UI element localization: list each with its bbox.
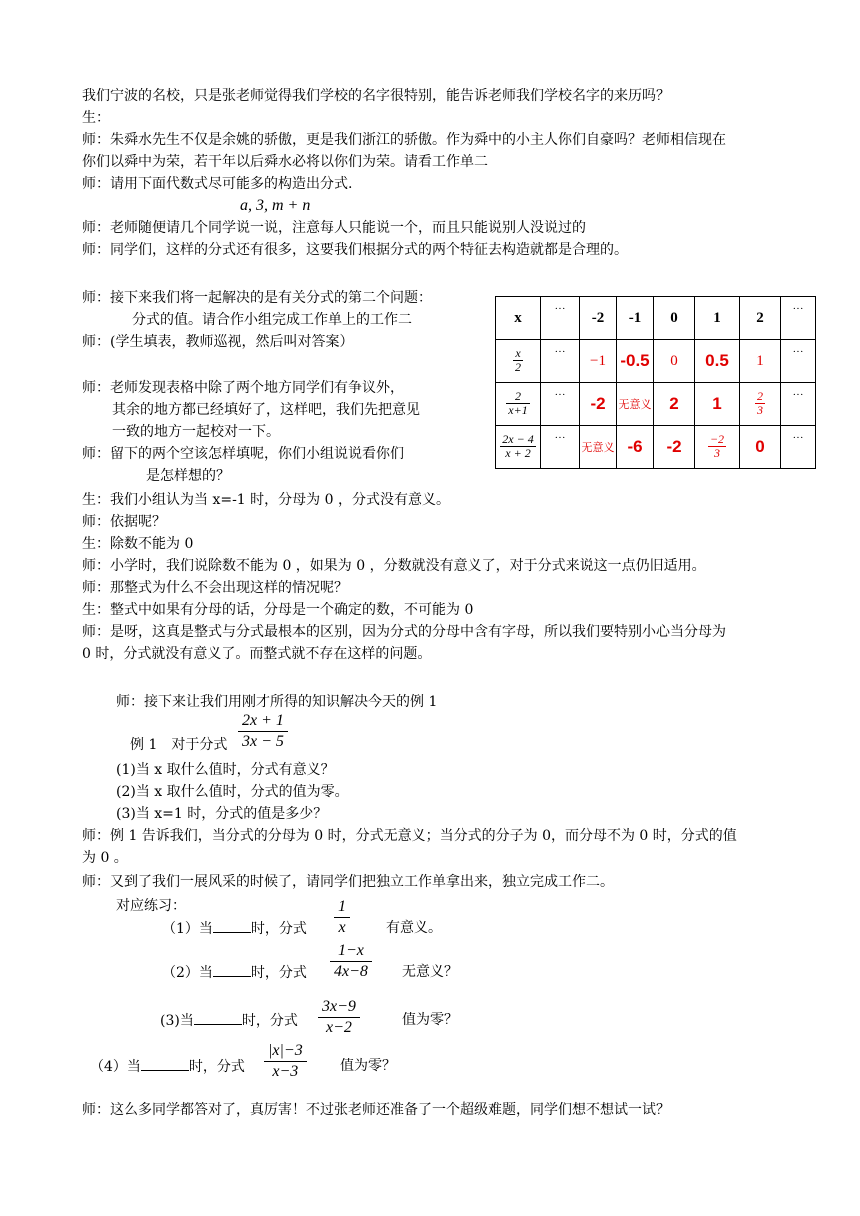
answer-blank[interactable]: [213, 918, 251, 933]
table-cell: 0: [654, 340, 695, 383]
exercise-prefix: （4）当: [90, 1059, 141, 1075]
fraction-denominator: 3x − 5: [242, 733, 284, 750]
fraction-numerator: 2x + 1: [238, 712, 288, 732]
para-10a: 师：留下的两个空该怎样填呢，你们小组说说看你们: [82, 446, 404, 462]
para-7b: 分式的值。请合作小组完成工作单上的工作二: [132, 312, 412, 328]
table-cell: -2: [580, 383, 617, 426]
table-cell: 2: [654, 383, 695, 426]
para-5: 师：老师随便请几个同学说一说，注意每人只能说一个，而且只能说别人没说过的: [82, 220, 586, 236]
table-cell: -0.5: [617, 340, 654, 383]
table-cell-fraction: [695, 426, 740, 469]
para-11: 生：我们小组认为当 x=-1 时，分母为 0 ，分式没有意义。: [82, 492, 450, 508]
fraction-numerator: 1: [334, 898, 350, 918]
row-label-denominator: 2: [515, 359, 521, 374]
table-cell: 1: [695, 383, 740, 426]
table-header-cell: ···: [781, 297, 816, 340]
table-cell: 无意义: [580, 426, 617, 469]
exercise-1: [162, 918, 307, 939]
answer-blank[interactable]: [194, 1010, 242, 1025]
exercise-2-fraction: [330, 942, 372, 981]
table-cell: -6: [617, 426, 654, 469]
para-23: 师：这么多同学都答对了，真厉害！不过张老师还准备了一个超级难题，同学们想不想试一试？: [82, 1102, 670, 1118]
exercise-mid: 时，分式: [250, 921, 307, 937]
exercise-mid: 时，分式: [241, 1013, 298, 1029]
table-cell: ···: [781, 426, 816, 469]
question-1: (1)当 x 取什么值时，分式有意义？: [116, 762, 335, 778]
table-cell: ···: [541, 383, 580, 426]
exercise-2: [162, 962, 307, 983]
table-header-cell: 2: [740, 297, 781, 340]
row-label-numerator: 2: [506, 390, 529, 404]
table-row: [496, 426, 816, 469]
fraction-numerator: 2: [757, 388, 763, 403]
fraction-denominator: 4x−8: [334, 963, 368, 980]
para-8: 师：(学生填表，教师巡视，然后叫对答案）: [82, 334, 354, 350]
table-row: [496, 340, 816, 383]
table-row: [496, 383, 816, 426]
para-10b: 是怎样想的？: [146, 468, 230, 484]
fraction-numerator: |x|−3: [264, 1042, 307, 1062]
para-3a: 师：朱舜水先生不仅是余姚的骄傲，更是我们浙江的骄傲。作为舜中的小主人你们自豪吗？老师相信现在: [82, 132, 726, 148]
fraction-numerator: −2: [709, 431, 725, 446]
para-1: 我们宁波的名校，只是张老师觉得我们学校的名字很特别，能告诉老师我们学校名字的来历吗？: [82, 88, 670, 104]
para-17b: 0 时，分式就没有意义了。而整式就不存在这样的问题。: [82, 646, 432, 662]
para-15: 师：那整式为什么不会出现这样的情况呢？: [82, 580, 348, 596]
exercise-1-suffix: 有意义。: [386, 920, 442, 936]
row-label-denominator: x + 2: [505, 445, 531, 460]
para-4: 师：请用下面代数式尽可能多的构造出分式.: [82, 176, 353, 192]
para-12: 师：依据呢？: [82, 514, 166, 530]
para-16: 生：整式中如果有分母的话，分母是一个确定的数，不可能为 0: [82, 602, 474, 618]
fraction-denominator: x: [338, 919, 346, 936]
exercise-2-suffix: 无意义？: [402, 964, 458, 980]
exercise-3-suffix: 值为零？: [402, 1012, 458, 1028]
para-3b: 你们以舜中为荣，若干年以后舜水必将以你们为荣。请看工作单二: [82, 154, 488, 170]
exercise-prefix: （2）当: [162, 965, 213, 981]
exercise-4-fraction: [264, 1042, 307, 1081]
para-20b: 为 0 。: [82, 850, 128, 866]
para-9b: 其余的地方都已经填好了，这样吧，我们先把意见: [112, 402, 420, 418]
table-header-cell: 0: [654, 297, 695, 340]
exercise-mid: 时，分式: [250, 965, 307, 981]
answer-blank[interactable]: [213, 962, 251, 977]
row-label-fraction: [496, 340, 541, 383]
para-9a: 师：老师发现表格中除了两个地方同学们有争议外，: [82, 380, 404, 396]
fraction-denominator: x−3: [272, 1063, 299, 1080]
fraction-denominator: x−2: [326, 1019, 352, 1036]
fraction-numerator: 3x−9: [318, 998, 360, 1018]
table-cell: −1: [580, 340, 617, 383]
para-9c: 一致的地方一起校对一下。: [112, 424, 280, 440]
exercise-3: [160, 1010, 298, 1031]
table-cell: ···: [781, 340, 816, 383]
para-17a: 师：是呀，这真是整式与分式最根本的区别，因为分式的分母中含有字母，所以我们要特别小心当分母为: [82, 624, 726, 640]
para-14: 师：小学时，我们说除数不能为 0 ，如果为 0 ，分数就没有意义了，对于分式来说这一点仍旧适用。: [82, 558, 706, 574]
terms-expression: a, 3, m + n: [240, 197, 311, 214]
exercise-prefix: （1）当: [162, 921, 213, 937]
para-7a: 师：接下来我们将一起解决的是有关分式的第二个问题：: [82, 290, 432, 306]
table-header-cell: 1: [695, 297, 740, 340]
question-2: (2)当 x 取什么值时，分式的值为零。: [116, 784, 349, 800]
exercise-3-fraction: [318, 998, 360, 1037]
row-label-fraction: [496, 383, 541, 426]
practice-label: 对应练习：: [116, 898, 186, 914]
row-label-denominator: x+1: [508, 402, 528, 417]
table-header-cell: ···: [541, 297, 580, 340]
table-header-cell: x: [496, 297, 541, 340]
table-header-cell: -1: [617, 297, 654, 340]
table-cell: -2: [654, 426, 695, 469]
row-label-numerator: x: [513, 347, 523, 361]
fraction-numerator: 1−x: [330, 942, 372, 962]
fraction-value-table: [495, 296, 816, 469]
exercise-1-fraction: [334, 898, 350, 937]
table-cell: ···: [781, 383, 816, 426]
table-cell: ···: [541, 426, 580, 469]
table-cell: 0.5: [695, 340, 740, 383]
fraction-denominator: 3: [757, 402, 763, 417]
question-3: (3)当 x=1 时，分式的值是多少？: [116, 806, 328, 822]
table-cell: 0: [740, 426, 781, 469]
para-2: 生：: [82, 110, 110, 126]
para-6: 师：同学们，这样的分式还有很多，这要我们根据分式的两个特征去构造就都是合理的。: [82, 242, 628, 258]
example-fraction: [238, 712, 288, 751]
table-cell: ···: [541, 340, 580, 383]
row-label-numerator: 2x − 4: [502, 431, 534, 446]
row-label-fraction: [496, 426, 541, 469]
table-header-row: [496, 297, 816, 340]
exercise-4: [90, 1056, 245, 1077]
exercise-mid: 时，分式: [188, 1059, 245, 1075]
example-1-label: 例 1 对于分式: [130, 737, 228, 753]
para-20a: 师：例 1 告诉我们，当分式的分母为 0 时，分式无意义；当分式的分子为 0，而分母不为 0 时，分式的值: [82, 828, 737, 844]
para-13: 生：除数不能为 0: [82, 536, 194, 552]
table-cell-fraction: [740, 383, 781, 426]
exercise-4-suffix: 值为零？: [340, 1058, 396, 1074]
para-21: 师：又到了我们一展风采的时候了，请同学们把独立工作单拿出来，独立完成工作二。: [82, 874, 614, 890]
exercise-prefix: (3)当: [160, 1013, 194, 1029]
table-header-cell: -2: [580, 297, 617, 340]
red-fraction: [755, 390, 765, 417]
table-cell: 无意义: [617, 383, 654, 426]
table-cell: 1: [740, 340, 781, 383]
para-18: 师：接下来让我们用刚才所得的知识解决今天的例 1: [116, 694, 438, 710]
answer-blank[interactable]: [141, 1056, 189, 1071]
red-fraction: [708, 433, 726, 460]
fraction-denominator: 3: [713, 445, 720, 460]
